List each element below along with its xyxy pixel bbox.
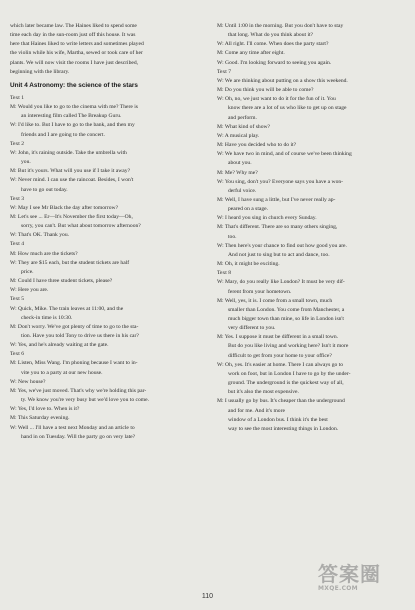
dialogue-line: M: Me? Why me?: [217, 169, 258, 176]
dialogue-line: sorry, you can't. But what about tomorrow afternoon?: [21, 223, 141, 230]
text-section-label: Text 6: [10, 351, 25, 358]
dialogue-line: W: Yes, and he's already waiting at the gate.: [10, 342, 109, 349]
dialogue-line: price.: [21, 268, 34, 275]
dialogue-line: M: I usually go by bus. It's cheaper than the underground: [217, 398, 345, 405]
dialogue-line: M: Listen, Miss Wang. I'm phoning because I want to in-: [10, 360, 138, 367]
dialogue-line: M: But it's yours. What will you use if I take it away?: [10, 168, 131, 175]
dialogue-line: W: Here you are.: [10, 287, 49, 294]
dialogue-line: ty. We know you're very busy but we'd love you to come.: [21, 397, 150, 404]
dialogue-line: M: Could I have three student tickets, please?: [10, 278, 113, 285]
dialogue-line: W: Oh, yes. It's easier at home. There I can always go to: [217, 361, 344, 368]
dialogue-line: W: That's OK. Thank you.: [10, 232, 70, 239]
watermark-logo: [318, 563, 408, 603]
dialogue-line: smaller than London. You come from Manchester, a: [228, 306, 345, 313]
dialogue-line: M: Have you decided who to do it?: [217, 142, 297, 149]
dialogue-line: about you.: [228, 160, 252, 167]
dialogue-line: M: Let's see ... Er—It's November the first today—Oh,: [10, 213, 133, 220]
unit-heading: Unit 4 Astronomy: the science of the stars: [10, 81, 138, 89]
dialogue-line: W: We have two in mind, and of course we've been thinking: [217, 151, 352, 158]
dialogue-line: W: Oh, no, we just want to do it for the fun of it. You: [217, 96, 336, 103]
text-section-label: Text 5: [10, 296, 25, 303]
dialogue-line: M: What kind of show?: [217, 123, 271, 130]
dialogue-line: And not just to sing but to act and dance, too.: [228, 251, 330, 258]
dialogue-line: peared on a stage.: [228, 206, 269, 213]
dialogue-line: tion. Have you told Tony to drive us there in his car?: [21, 333, 139, 339]
dialogue-line: window of a London bus. I think it's the best: [228, 416, 328, 423]
dialogue-line: M: Yes, we've just moved. That's why we're holding this par-: [10, 387, 147, 394]
dialogue-line: know there are a lot of us who like to get up on stage: [228, 105, 347, 112]
dialogue-line: beginning with the library.: [10, 68, 70, 75]
dialogue-line: that long. What do you think about it?: [228, 32, 314, 39]
dialogue-line: M: Well, I have sung a little, but I've never really ap-: [217, 196, 336, 203]
dialogue-line: hand in on Tuesday. Will the party go on very late?: [21, 433, 136, 440]
dialogue-line: difficult to get from your home to your office?: [228, 352, 332, 359]
watermark-main-text: 答案圈: [318, 562, 381, 586]
dialogue-line: vite you to a party at our new house.: [21, 369, 103, 376]
text-section-label: Text 3: [10, 195, 25, 202]
dialogue-line: M: How much are the tickets?: [10, 250, 78, 257]
dialogue-line: friends and I are going to the concert.: [21, 131, 105, 138]
right-column: [217, 22, 402, 434]
dialogue-line: M: Until 1:00 in the morning. But you don't have to stay: [217, 23, 344, 29]
dialogue-line: M: This Saturday evening.: [10, 415, 70, 422]
dialogue-line: ground. The underground is the quickest way of all,: [228, 380, 344, 387]
text-section-label: Text 2: [10, 140, 25, 147]
dialogue-line: W: A musical play.: [217, 132, 260, 139]
dialogue-line: W: You sing, don't you? Everyone says you have a won-: [217, 178, 344, 185]
dialogue-line: check-in time is 10:30.: [21, 314, 73, 321]
dialogue-line: M: Come any time after eight.: [217, 50, 285, 57]
dialogue-line: W: Never mind. I can use the raincoat. Besides, I won't: [10, 177, 134, 184]
dialogue-line: W: Mary, do you really like London? It must be very dif-: [217, 279, 345, 286]
dialogue-line: very different to you.: [228, 325, 276, 332]
text-section-label: Text 7: [217, 68, 232, 75]
dialogue-line: work on foot, but in London I have to go by the under-: [228, 370, 351, 377]
text-section-label: Text 4: [10, 241, 25, 248]
dialogue-line: W: Then here's your chance to find out how good you are.: [217, 242, 347, 249]
dialogue-line: and perform.: [228, 114, 257, 121]
dialogue-line: ferent from your hometown.: [228, 288, 292, 295]
dialogue-line: have to go out today.: [21, 186, 68, 193]
dialogue-line: too.: [228, 233, 237, 240]
dialogue-line: But do you like living and working here? Isn't it more: [228, 343, 349, 350]
dialogue-line: W: Quick, Mike. The train leaves at 11:00, and the: [10, 305, 124, 312]
dialogue-line: M: Would you like to go to the cinema with me? There is: [10, 104, 138, 111]
dialogue-line: here that Haines liked to write letters and sometimes played: [10, 41, 144, 48]
dialogue-line: way to see the most interesting things in London.: [228, 425, 339, 432]
dialogue-line: W: We are thinking about putting on a show this weekend.: [217, 77, 348, 84]
dialogue-line: M: Do you think you will be able to come?: [217, 87, 314, 94]
left-column: [10, 22, 195, 442]
dialogue-line: W: May I see Mr Black the day after tomorrow?: [10, 204, 119, 211]
dialogue-line: M: Don't worry. We've got plenty of time to go to the sta-: [10, 323, 139, 330]
dialogue-line: W: I heard you sing in church every Sunday.: [217, 215, 317, 222]
dialogue-line: W: They are $15 each, but the student tickets are half: [10, 259, 130, 266]
dialogue-line: M: Well, yes, it is. I come from a small town, much: [217, 297, 333, 304]
dialogue-line: much bigger town than mine, so life in London isn't: [228, 316, 344, 322]
text-section-label: Text 1: [10, 94, 25, 101]
dialogue-line: which later became law. The Haines liked to spend some: [10, 23, 137, 29]
dialogue-line: W: All right. I'll come. When does the party start?: [217, 41, 329, 48]
dialogue-line: W: Good. I'm looking forward to seeing you again.: [217, 59, 332, 66]
dialogue-line: but it's also the most expensive.: [228, 389, 299, 396]
page-number: 110: [201, 593, 214, 600]
dialogue-line: W: John, it's raining outside. Take the umbrella with: [10, 149, 127, 156]
dialogue-line: an interesting film called The Breakup Guru.: [21, 113, 122, 120]
dialogue-line: M: Oh, it might be exciting.: [217, 261, 280, 268]
dialogue-line: W: New house?: [10, 378, 46, 385]
dialogue-line: M: Yes. I suppose it must be different in a small town.: [217, 334, 339, 341]
dialogue-line: and for me. And it's more: [228, 407, 285, 414]
dialogue-line: M: That's different. There are so many others singing,: [217, 224, 338, 231]
dialogue-line: plants. We will now visit the rooms I have just described,: [10, 59, 139, 66]
text-section-label: Text 8: [217, 270, 232, 277]
dialogue-line: W: Well ... I'll have a test next Monday and an article to: [10, 424, 135, 431]
dialogue-line: derful voice.: [228, 187, 257, 194]
dialogue-line: you.: [21, 159, 31, 166]
dialogue-line: the violin while his wife, Martha, sewed or took care of her: [10, 50, 143, 57]
dialogue-line: time each day in the sun-room just off this house. It was: [10, 32, 136, 39]
watermark-sub-text: MXQE.COM: [318, 585, 358, 592]
dialogue-line: W: Yes, I'd love to. When is it?: [10, 406, 80, 413]
dialogue-line: W: I'd like to. But I have to go to the bank, and then my: [10, 122, 135, 129]
